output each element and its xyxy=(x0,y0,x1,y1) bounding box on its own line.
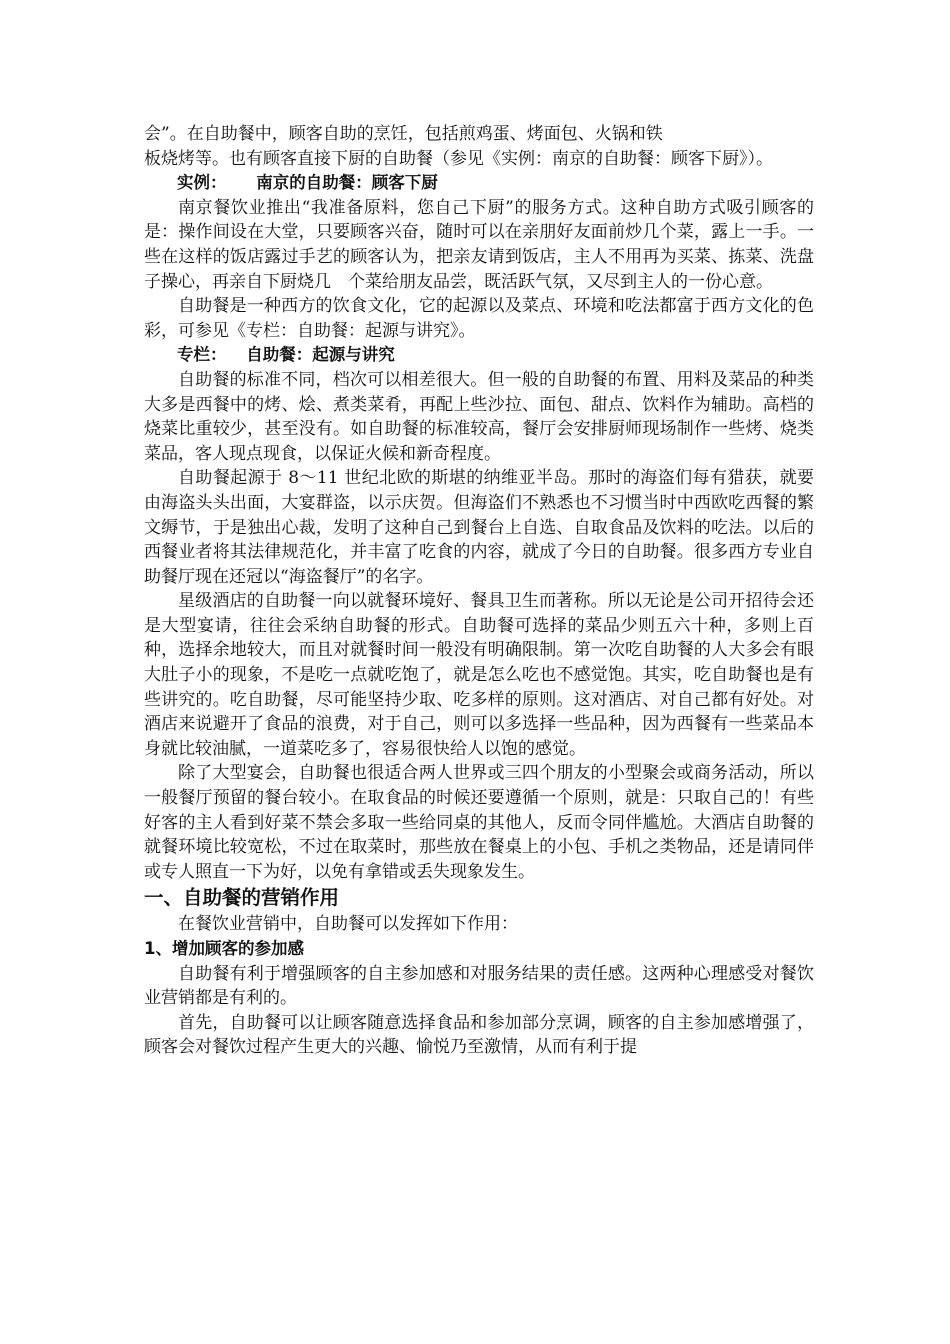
document-page xyxy=(144,122,814,1060)
paragraph-culture: 自助餐是一种西方的饮食文化，它的起源以及菜点、环境和吃法都富于西方文化的色彩，可参见《专栏：自助餐：起源与讲究》。 xyxy=(144,296,814,341)
section-heading: 一、自助餐的营销作用 xyxy=(144,886,340,910)
paragraph-small-gatherings: 除了大型宴会，自助餐也很适合两人世界或三四个朋友的小型聚会或商务活动，所以一般餐厅预留的餐台较小。在取食品的时候还要遵循一个原则，就是：只取自己的！有些好客的主人看到好菜不禁会多取一些给同桌的其他人，反而令同伴尴尬。大酒店自助餐的就餐环境比较宽松，不过在取菜时，那些放在餐桌上的小包、手机之类物品，还是请同伴或专人照直一下为好，以免有拿错或丢失现象发生。 xyxy=(144,763,814,882)
paragraph-case-body: 南京餐饮业推出“我准备原料，您自己下厨”的服务方式。这种自助方式吸引顾客的是：操作间设在大堂，只要顾客兴奋，随时可以在亲朋好友面前炒几个菜，露上一手。一些在这样的饭店露过手艺的顾客认为，把亲友请到饭店，主人不用再为买菜、拣菜、洗盘子操心，再亲自下厨烧几 个菜给朋友品尝，既活跃气氛，又尽到主人的一份心意。 xyxy=(144,197,814,292)
column-heading-title: 自助餐：起源与讲究 xyxy=(246,345,395,365)
case-heading xyxy=(144,171,814,196)
paragraph-star-hotels: 星级酒店的自助餐一向以就餐环境好、餐具卫生而著称。所以无论是公司开招待会还是大型宴请，往往会采纳自助餐的形式。自助餐可选择的菜品少则五六十种，多则上百种，选择余地较大，而且对就餐时间一般没有明确限制。第一次吃自助餐的人大多会有眼大肚子小的现象，不是吃一点就吃饱了，就是怎么吃也不感觉饱。其实，吃自助餐也是有些讲究的。吃自助餐，尽可能坚持少取、吃多样的原则。这对酒店、对自己都有好处。对酒店来说避开了食品的浪费，对于自己，则可以多选择一些品种，因为西餐有一些菜品本身就比较油腻，一道菜吃多了，容易很快给人以饱的感觉。 xyxy=(144,591,814,759)
case-heading-title: 南京的自助餐：顾客下厨 xyxy=(256,173,438,193)
paragraph-intro-line-1: 会”。在自助餐中，顾客自助的烹饪，包括煎鸡蛋、烤面包、火锅和铁 xyxy=(144,124,663,144)
paragraph-intro xyxy=(144,122,814,171)
paragraph-intro-line-2: 板烧烤等。也有顾客直接下厨的自助餐（参见《实例：南京的自助餐：顾客下厨》）。 xyxy=(144,148,773,169)
subsection-heading: 1、增加顾客的参加感 xyxy=(144,939,304,958)
paragraph-section-intro: 在餐饮业营销中，自助餐可以发挥如下作用： xyxy=(178,914,518,935)
paragraph-first: 首先，自助餐可以让顾客随意选择食品和参加部分烹调，顾客的自主参加感增强了，顾客会对餐饮过程产生更大的兴趣、愉悦乃至激情，从而有利于提 xyxy=(144,1012,814,1058)
paragraph-origin: 自助餐起源于 8～11 世纪北欧的斯堪的纳维亚半岛。那时的海盗们每有猎获，就要由海盗头头出面，大宴群盗，以示庆贺。但海盗们不熟悉也不习惯当时中西欧吃西餐的繁文缛节，于是独出心裁，发明了这种自己到餐台上自选、自取食品及饮料的吃法。以后的西餐业者将其法律规范化，并丰富了吃食的内容，就成了今日的自助餐。很多西方专业自助餐厅现在还冠以“海盗餐厅”的名字。 xyxy=(144,468,814,587)
paragraph-participation: 自助餐有利于增强顾客的自主参加感和对服务结果的责任感。这两种心理感受对餐饮业营销都是有利的。 xyxy=(144,963,814,1009)
paragraph-standards: 自助餐的标准不同，档次可以相差很大。但一般的自助餐的布置、用料及菜品的种类大多是西餐中的烤、烩、煮类菜肴，再配上些沙拉、面包、甜点、饮料作为辅助。高档的烧菜比重较少，甚至没有。如自助餐的标准较高，餐厅会安排厨师现场制作一些烤、烧类菜品，客人现点现食，以保证火候和新奇程度。 xyxy=(144,369,814,464)
column-heading-label: 专栏： xyxy=(177,345,227,365)
case-heading-label: 实例： xyxy=(177,173,227,193)
column-heading xyxy=(144,343,814,368)
